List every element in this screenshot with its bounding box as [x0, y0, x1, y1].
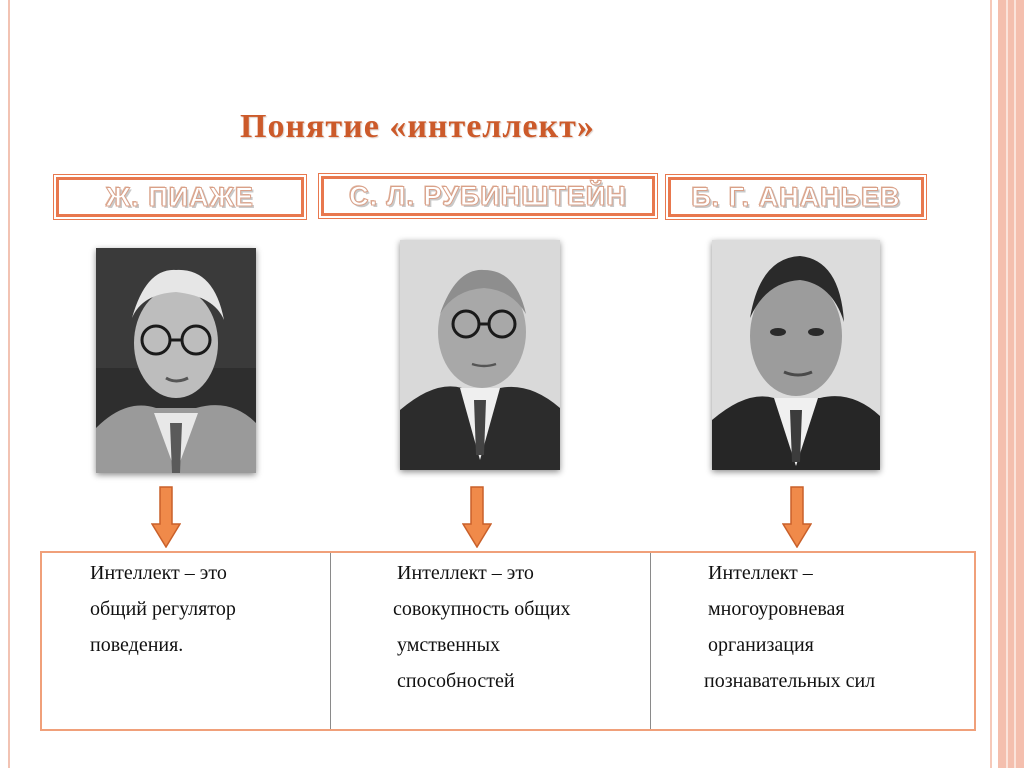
slide-title: Понятие «интеллект»	[240, 108, 595, 145]
definition-cell-rubinstein	[330, 553, 650, 729]
definition-line: многоуровневая	[708, 598, 845, 620]
name-label-rubinstein: С. Л. РУБИНШТЕЙН	[349, 180, 627, 211]
definition-line: Интеллект – это	[397, 562, 534, 584]
arrow-down-icon	[782, 486, 812, 548]
definition-line: Интеллект –	[708, 562, 813, 584]
name-box-rubinstein	[321, 176, 655, 216]
arrow-down-icon	[151, 486, 181, 548]
definition-line: познавательных сил	[704, 670, 876, 692]
name-label-piaget: Ж. ПИАЖЕ	[105, 181, 255, 212]
definition-line: Интеллект – это	[90, 562, 227, 584]
definition-line: способностей	[397, 670, 515, 692]
definition-cell-piaget	[42, 553, 330, 729]
definition-line: общий регулятор	[90, 598, 236, 620]
portrait-photo-rubinstein	[400, 240, 560, 470]
arrow-down-icon	[462, 486, 492, 548]
definition-line: совокупность общих	[393, 598, 571, 620]
definition-cell-ananiev	[650, 553, 974, 729]
name-box-piaget	[56, 177, 304, 217]
portrait-photo-piaget	[96, 248, 256, 473]
definition-line: умственных	[397, 634, 501, 656]
border-stripe	[1014, 0, 1016, 768]
definition-line: поведения.	[90, 634, 184, 656]
portrait-photo-ananiev	[712, 240, 880, 470]
definition-line: организация	[708, 634, 814, 656]
definitions-table	[40, 551, 976, 731]
name-label-ananiev: Б. Г. АНАНЬЕВ	[691, 181, 901, 212]
slide-border-right	[984, 0, 1024, 768]
name-box-ananiev	[668, 177, 924, 217]
border-stripe	[1006, 0, 1008, 768]
slide-border-left	[8, 0, 10, 768]
